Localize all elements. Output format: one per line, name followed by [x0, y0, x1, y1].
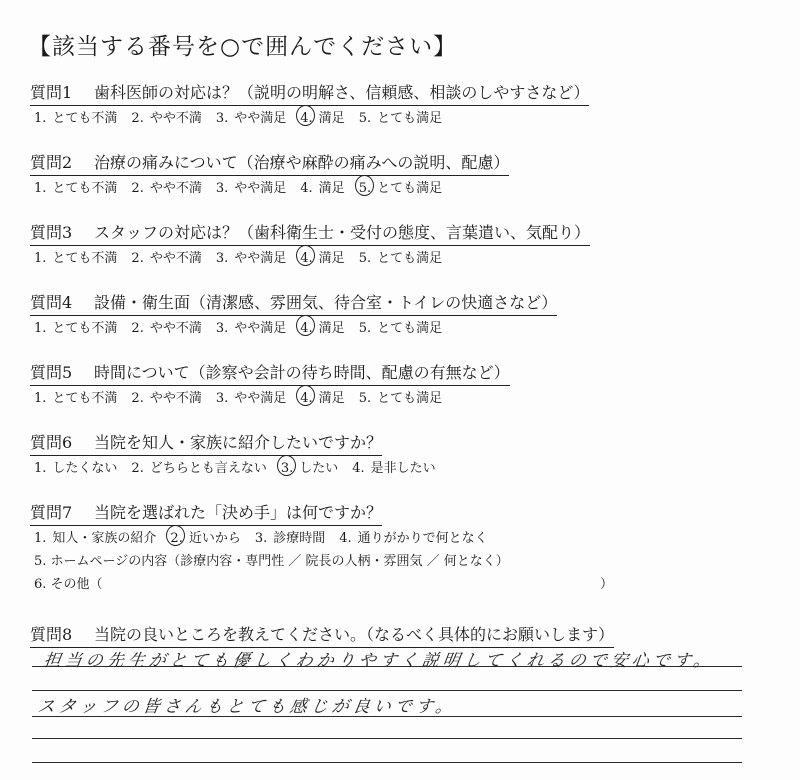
option-1[interactable]: 1. とても不満 — [34, 181, 118, 196]
option-4-selected[interactable]: 4. 満足 — [300, 391, 345, 406]
question-text: 治療の痛みについて（治療や麻酔の痛みへの説明、配慮） — [94, 153, 510, 172]
question-2-options — [34, 177, 456, 196]
option-5[interactable]: 5. とても満足 — [358, 111, 443, 126]
handwritten-answer-2: スタッフの皆さんもとても感じが良いです。 — [36, 697, 458, 717]
question-3-options — [34, 247, 456, 266]
option-4[interactable]: 4. 是非したい — [352, 461, 436, 476]
option-2[interactable]: 2. どちらとも言えない — [131, 461, 267, 476]
question-7-options — [34, 527, 502, 546]
option-3[interactable]: 3. やや満足 — [215, 391, 287, 406]
option-4-selected[interactable]: 4. 満足 — [300, 321, 345, 336]
option-2-selected[interactable]: 2. 近いから — [170, 531, 241, 546]
question-6-heading — [30, 430, 382, 456]
option-1[interactable]: 1. 知人・家族の紹介 — [34, 531, 157, 546]
question-number: 質問8 — [30, 625, 73, 644]
question-number: 質問6 — [30, 433, 73, 452]
other-paren-close: ） — [600, 577, 614, 592]
option-5-selected[interactable]: 5. とても満足 — [358, 181, 443, 196]
question-5-heading — [30, 360, 510, 386]
question-8-heading — [30, 622, 614, 648]
question-number: 質問3 — [30, 223, 73, 242]
question-4-heading — [30, 290, 557, 316]
option-4[interactable]: 4. 満足 — [300, 181, 345, 196]
option-4[interactable]: 4. 通りがかりで何となく — [339, 531, 488, 546]
option-1[interactable]: 1. とても不満 — [34, 391, 118, 406]
question-6-options — [34, 457, 450, 476]
page-title: 【該当する番号を○で囲んでください】 — [28, 34, 458, 60]
option-4-selected[interactable]: 4. 満足 — [300, 111, 345, 126]
question-number: 質問5 — [30, 363, 73, 382]
answer-rule-line — [32, 690, 742, 691]
option-5[interactable]: 5. とても満足 — [358, 321, 443, 336]
option-1[interactable]: 1. とても不満 — [34, 251, 118, 266]
question-text: スタッフの対応は？（歯科衛生士・受付の態度、言葉遣い、気配り） — [94, 223, 591, 242]
option-5[interactable]: 5. とても満足 — [358, 391, 443, 406]
question-5-options — [34, 387, 456, 406]
option-3[interactable]: 3. やや満足 — [215, 111, 287, 126]
option-3-selected[interactable]: 3. したい — [280, 461, 339, 476]
question-text: 当院を選ばれた「決め手」は何ですか？ — [94, 503, 383, 522]
question-7-option-6[interactable]: 6. その他（ — [34, 577, 103, 592]
question-number: 質問4 — [30, 293, 73, 312]
option-2[interactable]: 2. やや不満 — [131, 181, 202, 196]
question-4-options — [34, 317, 456, 336]
question-2-heading — [30, 150, 509, 176]
question-text: 時間について（診察や会計の待ち時間、配慮の有無など） — [94, 363, 510, 382]
option-2[interactable]: 2. やや不満 — [131, 111, 202, 126]
option-2[interactable]: 2. やや不満 — [131, 391, 202, 406]
question-7-heading — [30, 500, 382, 526]
option-2[interactable]: 2. やや不満 — [131, 321, 202, 336]
option-1[interactable]: 1. とても不満 — [34, 111, 118, 126]
answer-rule-line — [32, 762, 742, 763]
option-3[interactable]: 3. やや満足 — [215, 321, 287, 336]
option-2[interactable]: 2. やや不満 — [131, 251, 202, 266]
question-text: 当院の良いところを教えてください。（なるべく具体的にお願いします） — [94, 625, 615, 644]
option-1[interactable]: 1. したくない — [34, 461, 118, 476]
option-4-selected[interactable]: 4. 満足 — [300, 251, 345, 266]
question-text: 設備・衛生面（清潔感、雰囲気、待合室・トイレの快適さなど） — [94, 293, 558, 312]
question-text: 歯科医師の対応は？（説明の明解さ、信頼感、相談のしやすさなど） — [94, 83, 590, 102]
handwritten-answer-1: 担当の先生がとても優しくわかりやすく説明してくれるので安心です。 — [42, 651, 716, 671]
question-number: 質問1 — [30, 83, 73, 102]
option-5[interactable]: 5. とても満足 — [358, 251, 443, 266]
question-7-option-5[interactable]: 5. ホームページの内容（診療内容・専門性 ／ 院長の人柄・雰囲気 ／ 何となく） — [34, 554, 509, 569]
question-text: 当院を知人・家族に紹介したいですか？ — [94, 433, 383, 452]
question-3-heading — [30, 220, 590, 246]
question-1-heading — [30, 80, 589, 106]
option-1[interactable]: 1. とても不満 — [34, 321, 118, 336]
question-1-options — [34, 107, 456, 126]
option-3[interactable]: 3. やや満足 — [215, 251, 287, 266]
answer-rule-line — [32, 738, 742, 739]
option-3[interactable]: 3. 診療時間 — [254, 531, 326, 546]
question-number: 質問2 — [30, 153, 73, 172]
question-number: 質問7 — [30, 503, 73, 522]
option-3[interactable]: 3. やや満足 — [215, 181, 287, 196]
